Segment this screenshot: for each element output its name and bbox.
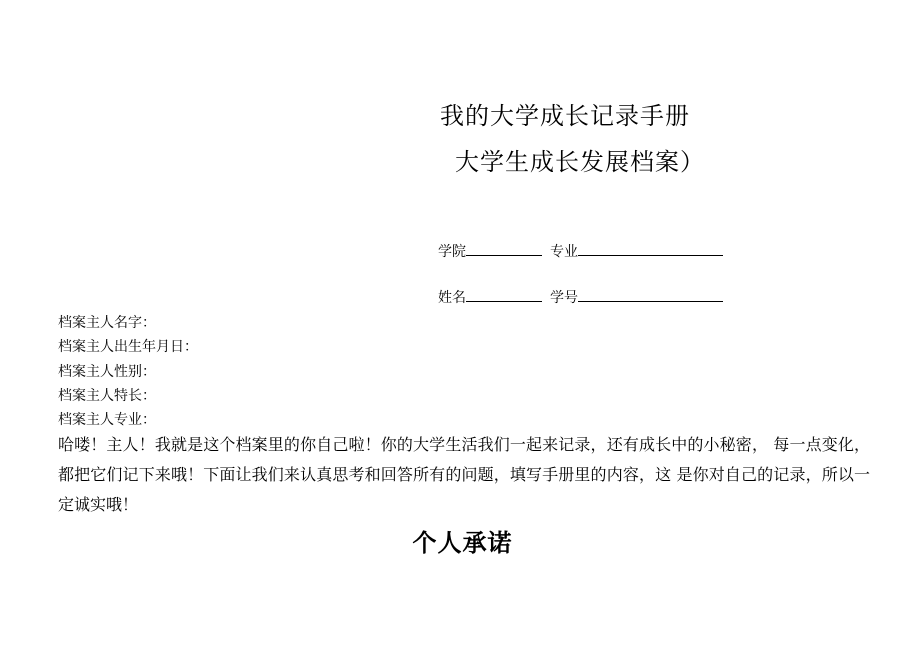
owner-major-line: 档案主人专业： <box>58 412 156 429</box>
owner-specialty-line: 档案主人特长： <box>58 387 156 404</box>
college-label: 学院 <box>438 244 466 260</box>
intro-paragraph: 哈喽！主人！我就是这个档案里的你自己啦！你的大学生活我们一起来记录，还有成长中的小秘密， 每一点变化，都把它们记下来哦！下面让我们来认真思考和回答所有的问题，填写手册里的内容，这 是你对自己的记录，所以一定诚实哦！ <box>58 435 870 514</box>
name-blank <box>466 287 542 302</box>
student-id-blank <box>578 287 723 302</box>
section-heading-personal-pledge: 个人承诺 <box>412 529 513 557</box>
college-major-row <box>438 241 723 262</box>
major-blank <box>578 241 723 256</box>
name-id-row <box>438 287 723 308</box>
student-id-label: 学号 <box>550 290 578 306</box>
name-label: 姓名 <box>438 290 466 306</box>
handbook-subtitle: 大学生成长发展档案） <box>455 148 705 176</box>
owner-birthdate-line: 档案主人出生年月日： <box>58 339 198 356</box>
major-label: 专业 <box>550 244 578 260</box>
handbook-title: 我的大学成长记录手册 <box>440 102 690 130</box>
owner-name-line: 档案主人名字： <box>58 315 156 331</box>
owner-info-list <box>58 311 198 432</box>
owner-gender-line: 档案主人性别： <box>58 363 156 380</box>
college-blank <box>466 241 542 256</box>
